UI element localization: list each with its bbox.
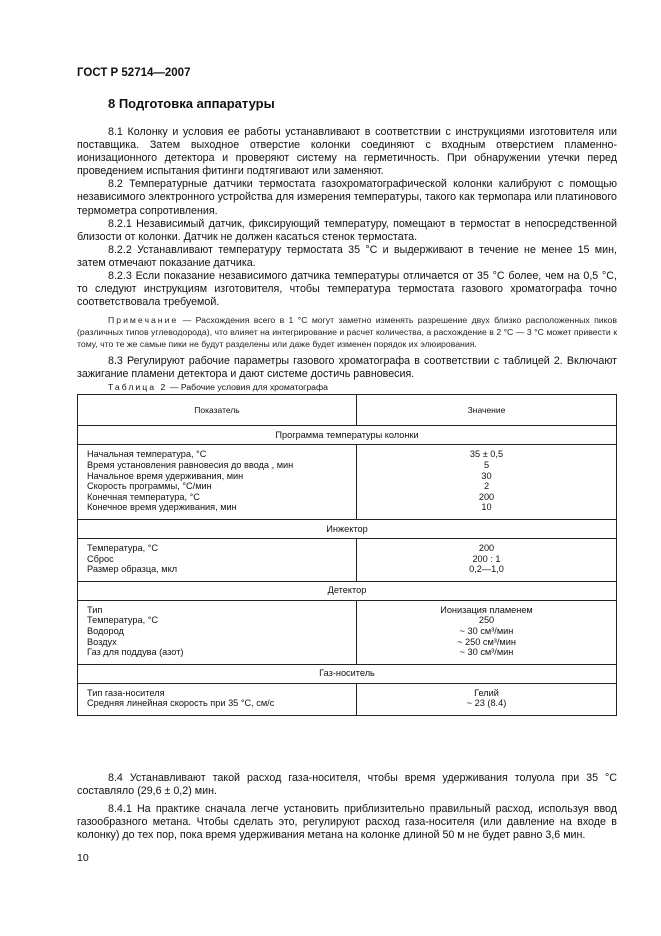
parameter-cell [78,445,357,520]
table-group-row [78,581,617,600]
parameter-name: Размер образца, мкл [87,564,178,575]
paragraph-8-2: 8.2 Температурные датчики термостата газохроматографической колонки калибруют с помощью независимого электронного устройства для измерения температуры, такого как термопара или платинового термометра сопротивления. [77,178,617,217]
parameter-value: ~ 250 см³/мин [457,636,516,647]
parameter-name: Средняя линейная скорость при 35 °С, см/с [87,698,275,709]
parameter-name: Газ для поддува (азот) [87,647,184,658]
parameter-value: 250 [478,615,495,626]
parameter-value: 35 ± 0,5 [469,449,504,460]
table-group-row [78,426,617,445]
parameter-name: Тип газа-носителя [87,687,165,698]
paragraph-8-4-1: 8.4.1 На практике сначала легче установить приблизительно правильный расход, используя ввод газообразного метана. Чтобы сделать это, регулируют расход газа-носителя (или давление на входе в колонку) до тех пор, пока время удерживания метана на колонке длиной 50 м не будет равно 3,6 мин. [77,803,617,842]
parameter-cell [78,538,357,581]
paragraph-8-2-3: 8.2.3 Если показание независимого датчика температуры отличается от 35 °С более, чем на 0,5 °С, то следуют инструкциям изготовителя, чтобы температура термостата газового хроматографа точно соответствовала требуемой. [77,270,617,309]
text-after-table [77,772,617,842]
section-title: 8 Подготовка аппаратуры [108,96,275,111]
parameter-name: Воздух [87,636,117,647]
parameter-name: Водород [87,625,124,636]
parameter-name: Температура, °С [87,615,159,626]
table-caption-label: Таблица 2 [108,382,168,393]
table-caption-text: — Рабочие условия для хроматографа [167,382,328,393]
value-cell [357,600,617,664]
table-group-body [78,445,617,520]
parameter-cell [78,683,357,715]
parameter-value: 5 [483,459,490,470]
parameter-value: 0,2—1,0 [469,564,504,575]
parameter-value: 200 [478,491,495,502]
value-cell [357,683,617,715]
parameter-value: Ионизация пламенем [440,604,533,615]
table-group-body [78,683,617,715]
table-caption [77,381,617,394]
column-header-parameter: Показатель [78,395,357,426]
parameter-value: 10 [481,502,492,513]
table-group-title: Программа температуры колонки [78,426,617,445]
parameter-name: Тип [87,604,103,615]
main-text [77,126,617,716]
value-cell [357,538,617,581]
paragraph-8-2-2: 8.2.2 Устанавливают температуру термостата 35 °С и выдерживают в течение не менее 15 мин, затем отмечают показание датчика. [77,243,617,269]
page-number: 10 [77,852,89,864]
parameter-name: Температура, °С [87,542,159,553]
conditions-table [77,394,617,716]
parameter-name: Сброс [87,553,114,564]
parameter-value: ~ 30 см³/мин [459,647,514,658]
table-group-title: Детектор [78,581,617,600]
parameter-name: Начальное время удерживания, мин [87,470,244,481]
paragraph-8-4: 8.4 Устанавливают такой расход газа-носителя, чтобы время удерживания толуола при 35 °С составляло (29,6 ± 0,2) мин. [77,772,617,798]
note-label: Примечание [108,315,179,326]
parameter-name: Начальная температура, °С [87,449,207,460]
parameter-value: ~ 23 (8.4) [466,698,507,709]
note [77,315,617,350]
table-group-title: Газ-носитель [78,664,617,683]
column-header-value: Значение [357,395,617,426]
paragraph-8-2-1: 8.2.1 Независимый датчик, фиксирующий температуру, помещают в термостат в непосредственной близости от колонки. Датчик не должен касаться стенок термостата. [77,217,617,243]
parameter-name: Конечная температура, °С [87,491,200,502]
parameter-name: Конечное время удерживания, мин [87,502,237,513]
table-group-body [78,538,617,581]
parameter-value: ~ 30 см³/мин [459,625,514,636]
parameter-value: 200 [478,542,495,553]
paragraph-8-3: 8.3 Регулируют рабочие параметры газового хроматографа в соответствии с таблицей 2. Включают зажигание пламени детектора и дают системе достичь равновесия. [77,355,617,381]
table-group-row [78,519,617,538]
parameter-name: Скорость программы, °С/мин [87,481,212,492]
value-cell [357,445,617,520]
parameter-name: Время установления равновесия до ввода , мин [87,459,294,470]
parameter-cell [78,600,357,664]
parameter-value: 30 [481,470,492,481]
document-header: ГОСТ Р 52714—2007 [77,67,191,79]
paragraph-8-1: 8.1 Колонку и условия ее работы устанавливают в соответствии с инструкциями изготовителя или поставщика. Затем выходное отверстие колонки соединяют с входным отверстием пламенно-ионизационного детектора и проверяют систему на герметичность. При обнаружении утечки перед проведением испытания фитинги подтягивают или заменяют. [77,126,617,178]
table-group-row [78,664,617,683]
table-group-title: Инжектор [78,519,617,538]
table-group-body [78,600,617,664]
parameter-value: 2 [483,481,490,492]
table-header-row [78,395,617,426]
parameter-value: Гелий [474,687,499,698]
note-text: — Расхождения всего в 1 °С могут заметно изменять разрешение двух близко расположенных пиков (различных типов углеводорода), что влияет на интегрирование и расчет количества, а расхождение в 2 °С — 3 °С может привести к тому, что те же самые пики не будут разделены или даже будет изменен порядок их элюирования. [77,315,617,349]
parameter-value: 200 : 1 [472,553,501,564]
